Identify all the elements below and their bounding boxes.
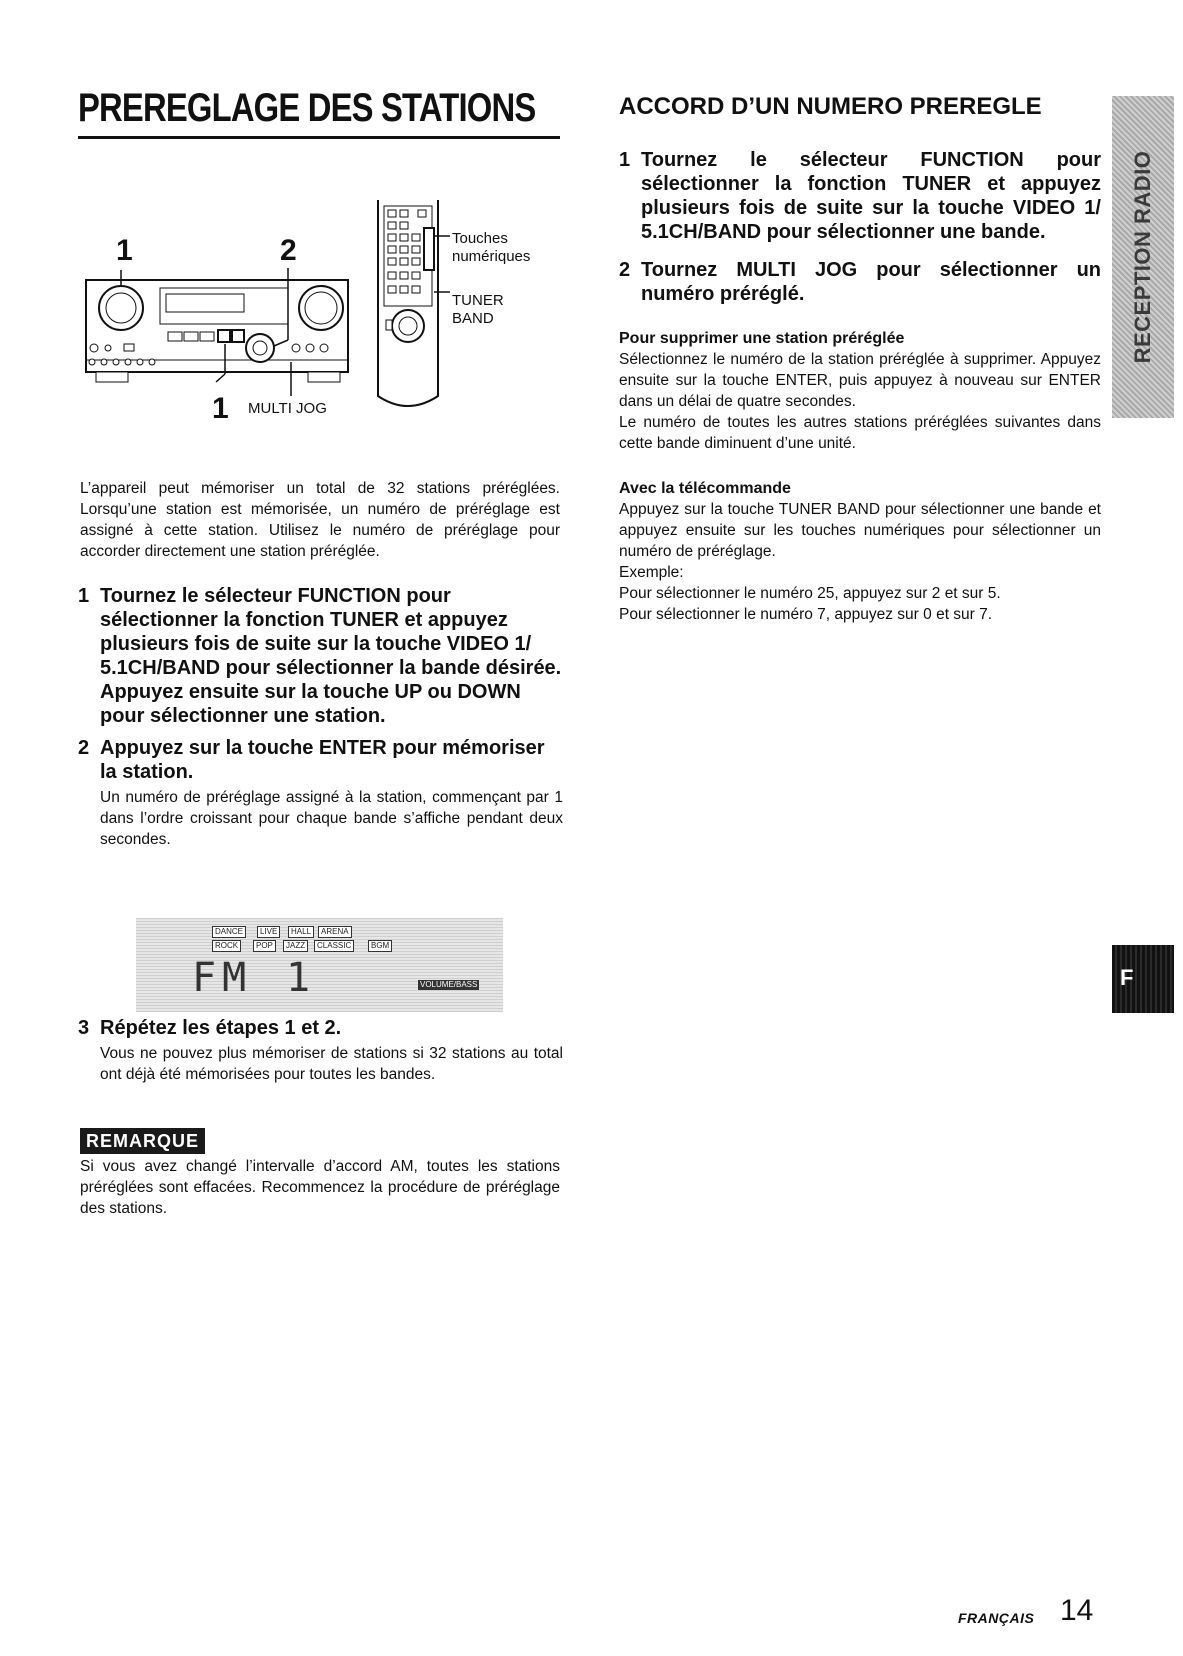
step-number: 3 (78, 1017, 90, 1039)
step-2 (78, 736, 563, 850)
step-body: Un numéro de préréglage assigné à la station, commençant par 1 dans l’ordre croissant pour chaque bande s’affiche pendant deux secondes. (100, 789, 563, 848)
mode-dance: DANCE (212, 926, 246, 938)
example-label: Exemple: (619, 564, 684, 581)
mode-jazz: JAZZ (283, 940, 308, 952)
step-number: 2 (78, 737, 90, 759)
right-step-1 (619, 148, 1101, 244)
side-tab-label: RECEPTION RADIO (1130, 150, 1155, 364)
mode-live: LIVE (257, 926, 280, 938)
remote-paragraph: Appuyez sur la touche TUNER BAND pour sélectionner une bande et appuyez ensuite sur les touches numériques pour sélectionner un numéro de préréglage. (619, 501, 1101, 560)
volume-bass-label: VOLUME/BASS (420, 980, 478, 989)
step-heading: Tournez le sélecteur FUNCTION pour sélectionner la fonction TUNER et appuyez plusieurs fois de suite sur la touche VIDEO 1/ 5.1CH/BAND pour sélectionner une bande. (641, 149, 1101, 243)
mode-classic: CLASSIC (314, 940, 354, 952)
delete-paragraph-1: Sélectionnez le numéro de la station préréglée à supprimer. Appuyez ensuite sur la touche ENTER, puis appuyez à nouveau sur ENTER dans un délai de quatre secondes. (619, 351, 1101, 410)
mode-arena: ARENA (318, 926, 352, 938)
delete-heading: Pour supprimer une station préréglée (619, 330, 905, 347)
remarque-badge: REMARQUE (80, 1128, 205, 1154)
language-tab (1112, 945, 1174, 1013)
remarque-text: Si vous avez changé l’intervalle d’accord AM, toutes les stations préréglées sont effacées. Recommencez la procédure de préréglage des stations. (80, 1158, 560, 1217)
delete-preset-section (619, 328, 1101, 454)
label-touches-numeriques: Touches numériques (452, 230, 531, 265)
fm-display-panel (136, 918, 503, 1012)
step-number: 1 (78, 585, 90, 607)
step-1 (78, 584, 563, 728)
footer-language: FRANÇAIS (958, 1610, 1035, 1626)
remote-section (619, 478, 1101, 625)
mode-bgm: BGM (368, 940, 392, 952)
intro-paragraph: L’appareil peut mémoriser un total de 32 stations préréglées. Lorsqu’une station est mémorisée, un numéro de préréglage est assigné à cette station. Utilisez le numéro de préréglage pour accorder directement une station préréglée. (80, 480, 560, 560)
label-multi-jog: MULTI JOG (248, 400, 327, 417)
example-1: Pour sélectionner le numéro 25, appuyez sur 2 et sur 5. (619, 585, 1001, 602)
figure-step-1-top: 1 (116, 234, 133, 267)
example-2: Pour sélectionner le numéro 7, appuyez sur 0 et sur 7. (619, 606, 993, 623)
page-number: 14 (1060, 1594, 1094, 1627)
step-number: 1 (619, 149, 631, 171)
section-title: ACCORD D’UN NUMERO PREREGLE (619, 93, 1042, 120)
right-step-2 (619, 258, 1101, 306)
mode-hall: HALL (288, 926, 314, 938)
mode-rock: ROCK (212, 940, 241, 952)
receiver-figure (78, 200, 568, 460)
remote-heading: Avec la télécommande (619, 480, 791, 497)
band-readout: FM (192, 955, 253, 1001)
step-body: Vous ne pouvez plus mémoriser de stations si 32 stations au total ont déjà été mémorisées pour toutes les bandes. (100, 1045, 563, 1083)
figure-step-2: 2 (280, 234, 297, 267)
step-heading: Tournez le sélecteur FUNCTION pour sélectionner la fonction TUNER et appuyez plusieurs fois de suite sur la touche VIDEO 1/ 5.1CH/BAND pour sélectionner la bande désirée. Appuyez ensuite sur la touche UP ou DOWN pour sélectionner une station. (100, 585, 562, 727)
title-underline (78, 136, 560, 139)
figure-step-1-bottom: 1 (212, 392, 229, 425)
step-heading: Tournez MULTI JOG pour sélectionner un numéro préréglé. (641, 259, 1101, 305)
language-tab-label: F (1120, 965, 1134, 990)
section-side-tab (1112, 96, 1174, 418)
mode-pop: POP (253, 940, 276, 952)
preset-readout: 1 (286, 955, 317, 1001)
step-heading: Répétez les étapes 1 et 2. (100, 1017, 342, 1039)
delete-paragraph-2: Le numéro de toutes les autres stations préréglées suivantes dans cette bande diminuent d’une unité. (619, 414, 1101, 452)
step-number: 2 (619, 259, 631, 281)
step-heading: Appuyez sur la touche ENTER pour mémoriser la station. (100, 737, 545, 783)
page-title: PREREGLAGE DES STATIONS (78, 86, 536, 130)
step-3 (78, 1016, 563, 1085)
label-tuner-band: TUNER BAND (452, 292, 504, 327)
